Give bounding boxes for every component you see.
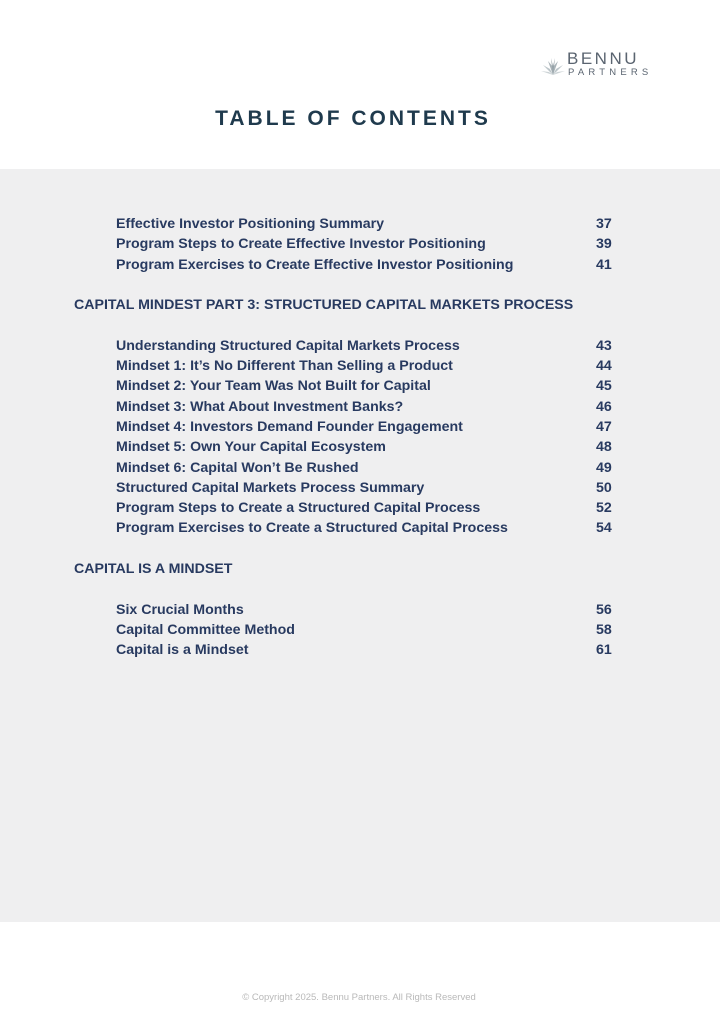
toc-entry-page: 56 <box>596 601 612 618</box>
toc-entry-page: 58 <box>596 621 612 638</box>
toc-entry-page: 46 <box>596 398 612 415</box>
toc-entry[interactable] <box>0 255 720 275</box>
toc-entry[interactable] <box>0 640 720 660</box>
toc-entry-label: Mindset 4: Investors Demand Founder Engagement <box>116 418 463 435</box>
toc-entry-page: 47 <box>596 418 612 435</box>
toc-entry-page: 45 <box>596 378 612 395</box>
toc-entry[interactable] <box>0 518 720 538</box>
toc-entry-label: Mindset 6: Capital Won’t Be Rushed <box>116 459 359 476</box>
toc-section-heading-label: CAPITAL MINDEST PART 3: STRUCTURED CAPITAL MARKETS PROCESS <box>74 297 574 314</box>
toc-entry-page: 41 <box>596 256 612 273</box>
toc-entry[interactable] <box>0 397 720 417</box>
toc-entry-label: Mindset 3: What About Investment Banks? <box>116 398 404 415</box>
toc-entry-page: 48 <box>596 439 612 456</box>
toc-entry[interactable] <box>0 356 720 376</box>
toc-entry-label: Program Exercises to Create Effective Investor Positioning <box>116 256 514 273</box>
toc-entry[interactable] <box>0 458 720 478</box>
toc-entry-label: Program Steps to Create Effective Investor Positioning <box>116 236 486 253</box>
toc-entry-label: Understanding Structured Capital Markets Process <box>116 337 460 354</box>
page-title: TABLE OF CONTENTS <box>215 107 491 130</box>
toc-section-heading[interactable] <box>0 295 720 315</box>
toc-entry-label: Capital Committee Method <box>116 621 295 638</box>
toc-entry-label: Capital is a Mindset <box>116 642 249 659</box>
toc-entry[interactable] <box>0 437 720 457</box>
toc-entry-page: 49 <box>596 459 612 476</box>
toc-entry-label: Program Exercises to Create a Structured Capital Process <box>116 520 508 537</box>
toc-entry[interactable] <box>0 214 720 234</box>
toc-entry-label: Effective Investor Positioning Summary <box>116 216 385 232</box>
logo-subtitle: PARTNERS <box>568 67 653 78</box>
toc-entry[interactable] <box>0 620 720 640</box>
toc-entry-page: 39 <box>596 236 612 253</box>
toc-entry-page: 44 <box>596 358 612 375</box>
toc-entry[interactable] <box>0 417 720 437</box>
toc-entry-page: 37 <box>596 216 612 232</box>
toc-entry-page: 61 <box>596 642 612 659</box>
leaf-emblem-icon <box>541 56 565 76</box>
toc-entry-page: 54 <box>596 520 612 537</box>
toc-entry[interactable] <box>0 478 720 498</box>
toc-entry-page: 52 <box>596 500 612 517</box>
toc-entry-label: Mindset 5: Own Your Capital Ecosystem <box>116 439 386 456</box>
toc-entry-label: Structured Capital Markets Process Summary <box>116 479 425 496</box>
toc-entry[interactable] <box>0 498 720 518</box>
toc-entry[interactable] <box>0 234 720 254</box>
table-of-contents <box>0 214 720 661</box>
toc-entry-label: Mindset 2: Your Team Was Not Built for Capital <box>116 378 431 395</box>
toc-section-heading[interactable] <box>0 559 720 579</box>
toc-entry[interactable] <box>0 600 720 620</box>
toc-entry[interactable] <box>0 376 720 396</box>
toc-entry-page: 50 <box>596 479 612 496</box>
logo-name: BENNU <box>567 49 640 68</box>
toc-entry[interactable] <box>0 336 720 356</box>
toc-entry-label: Six Crucial Months <box>116 601 244 618</box>
brand-logo <box>541 50 666 80</box>
copyright-footer: © Copyright 2025. Bennu Partners. All Rights Reserved <box>242 992 476 1003</box>
toc-section-heading-label: CAPITAL IS A MINDSET <box>74 561 233 578</box>
toc-entry-label: Mindset 1: It’s No Different Than Selling a Product <box>116 358 453 375</box>
toc-entry-label: Program Steps to Create a Structured Capital Process <box>116 500 481 517</box>
toc-entry-page: 43 <box>596 337 612 354</box>
